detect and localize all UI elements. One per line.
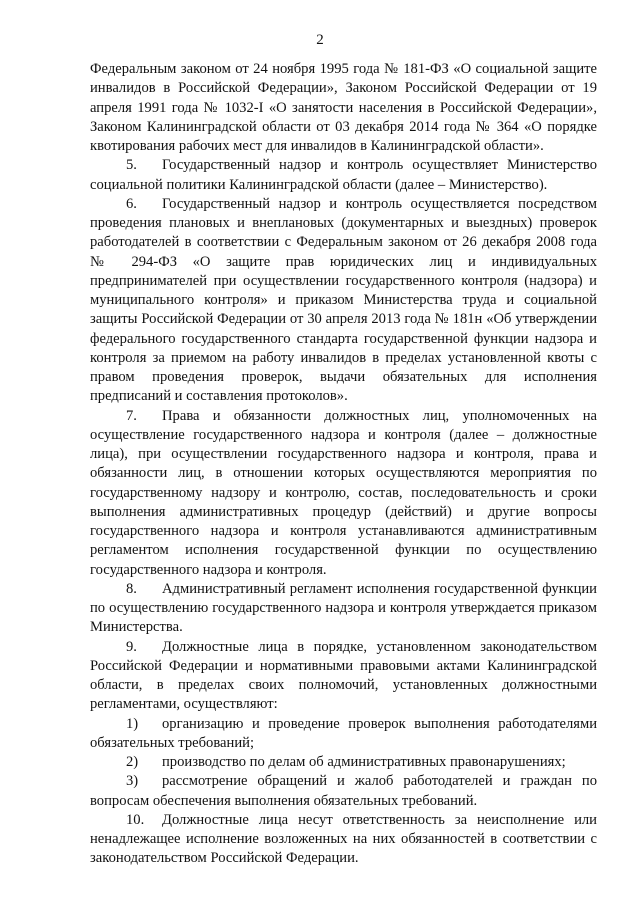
subitem-text: производство по делам об административных правонарушениях; [162,754,566,770]
subitem-text: организацию и проведение проверок выполнения работодателями обязательных требований; [90,715,597,751]
subitem-2 [90,753,597,772]
paragraph-9 [90,638,597,715]
subitem-number: 3) [126,773,139,790]
paragraph-text: Права и обязанности должностных лиц, уполномоченных на осуществление государственного надзора и контроля (далее – должностные лица), при осуществлении государственного надзора и контроля, права и обязанности лиц, в отношении которых осуществляются мероприятия по государственному надзору и контролю, состав, последовательность и сроки выполнения административных процедур (действий) и другие вопросы государственного надзора и контроля устанавливаются административным регламентом исполнения государственной функции по осуществлению государственного надзора и контроля. [90,407,597,578]
paragraph-6 [90,195,597,407]
paragraph-number: 9. [126,638,137,655]
paragraph-text: Административный регламент исполнения государственной функции по осуществлению государственного надзора и контроля утверждается приказом Министерства. [90,580,597,636]
subitem-3 [90,772,597,811]
paragraph-5 [90,156,597,195]
page-number: 2 [316,32,324,48]
paragraph-8 [90,580,597,638]
subitem-1 [90,715,597,754]
paragraph-continuation [90,60,597,156]
paragraph-7 [90,407,597,580]
paragraph-number: 5. [126,157,137,174]
paragraph-text: Федеральным законом от 24 ноября 1995 года № 181-ФЗ «О социальной защите инвалидов в Российской Федерации», Законом Российской Федерации от 19 апреля 1991 года № 1032-I «О занятости населения в Российской Федерации», Законом Калининградской области от 03 декабря 2014 года № 364 «О порядке квотирования рабочих мест для инвалидов в Калининградской области». [90,61,597,154]
paragraph-number: 10. [126,811,145,828]
paragraph-number: 7. [126,407,137,424]
subitem-number: 2) [126,754,139,770]
paragraph-number: 8. [126,580,137,597]
subitem-number: 1) [126,715,139,732]
paragraph-text: Должностные лица несут ответственность за неисполнение или ненадлежащее исполнение возложенных на них обязанностей в соответствии с законодательством Российской Федерации. [90,811,597,867]
paragraph-text: Государственный надзор и контроль осуществляет Министерство социальной политики Калининградской области (далее – Министерство). [90,157,597,193]
subitem-text: рассмотрение обращений и жалоб работодателей и граждан по вопросам обеспечения выполнения обязательных требований. [90,773,597,809]
paragraph-text: Должностные лица в порядке, установленном законодательством Российской Федерации и нормативными правовыми актами Калининградской области, в пределах своих полномочий, установленных должностными регламентами, осуществляют: [90,638,597,713]
paragraph-10 [90,811,597,869]
document-body [90,60,597,869]
paragraph-number: 6. [126,195,137,212]
paragraph-text: Государственный надзор и контроль осуществляется посредством проведения плановых и внеплановых (документарных и выездных) проверок работодателей в соответствии с Федеральным законом от 26 декабря 2008 года № 294-ФЗ «О защите прав юридических лиц и индивидуальных предпринимателей при осуществлении государственного контроля (надзора) и муниципального контроля» и приказом Министерства труда и социальной защиты Российской Федерации от 30 апреля 2013 года № 181н «Об утверждении федерального государственного стандарта государственной функции надзора и контроля за приемом на работу инвалидов в пределах установленной квоты с правом проведения проверок, выдачи обязательных для исполнения предписаний и составления протоколов». [90,195,597,405]
